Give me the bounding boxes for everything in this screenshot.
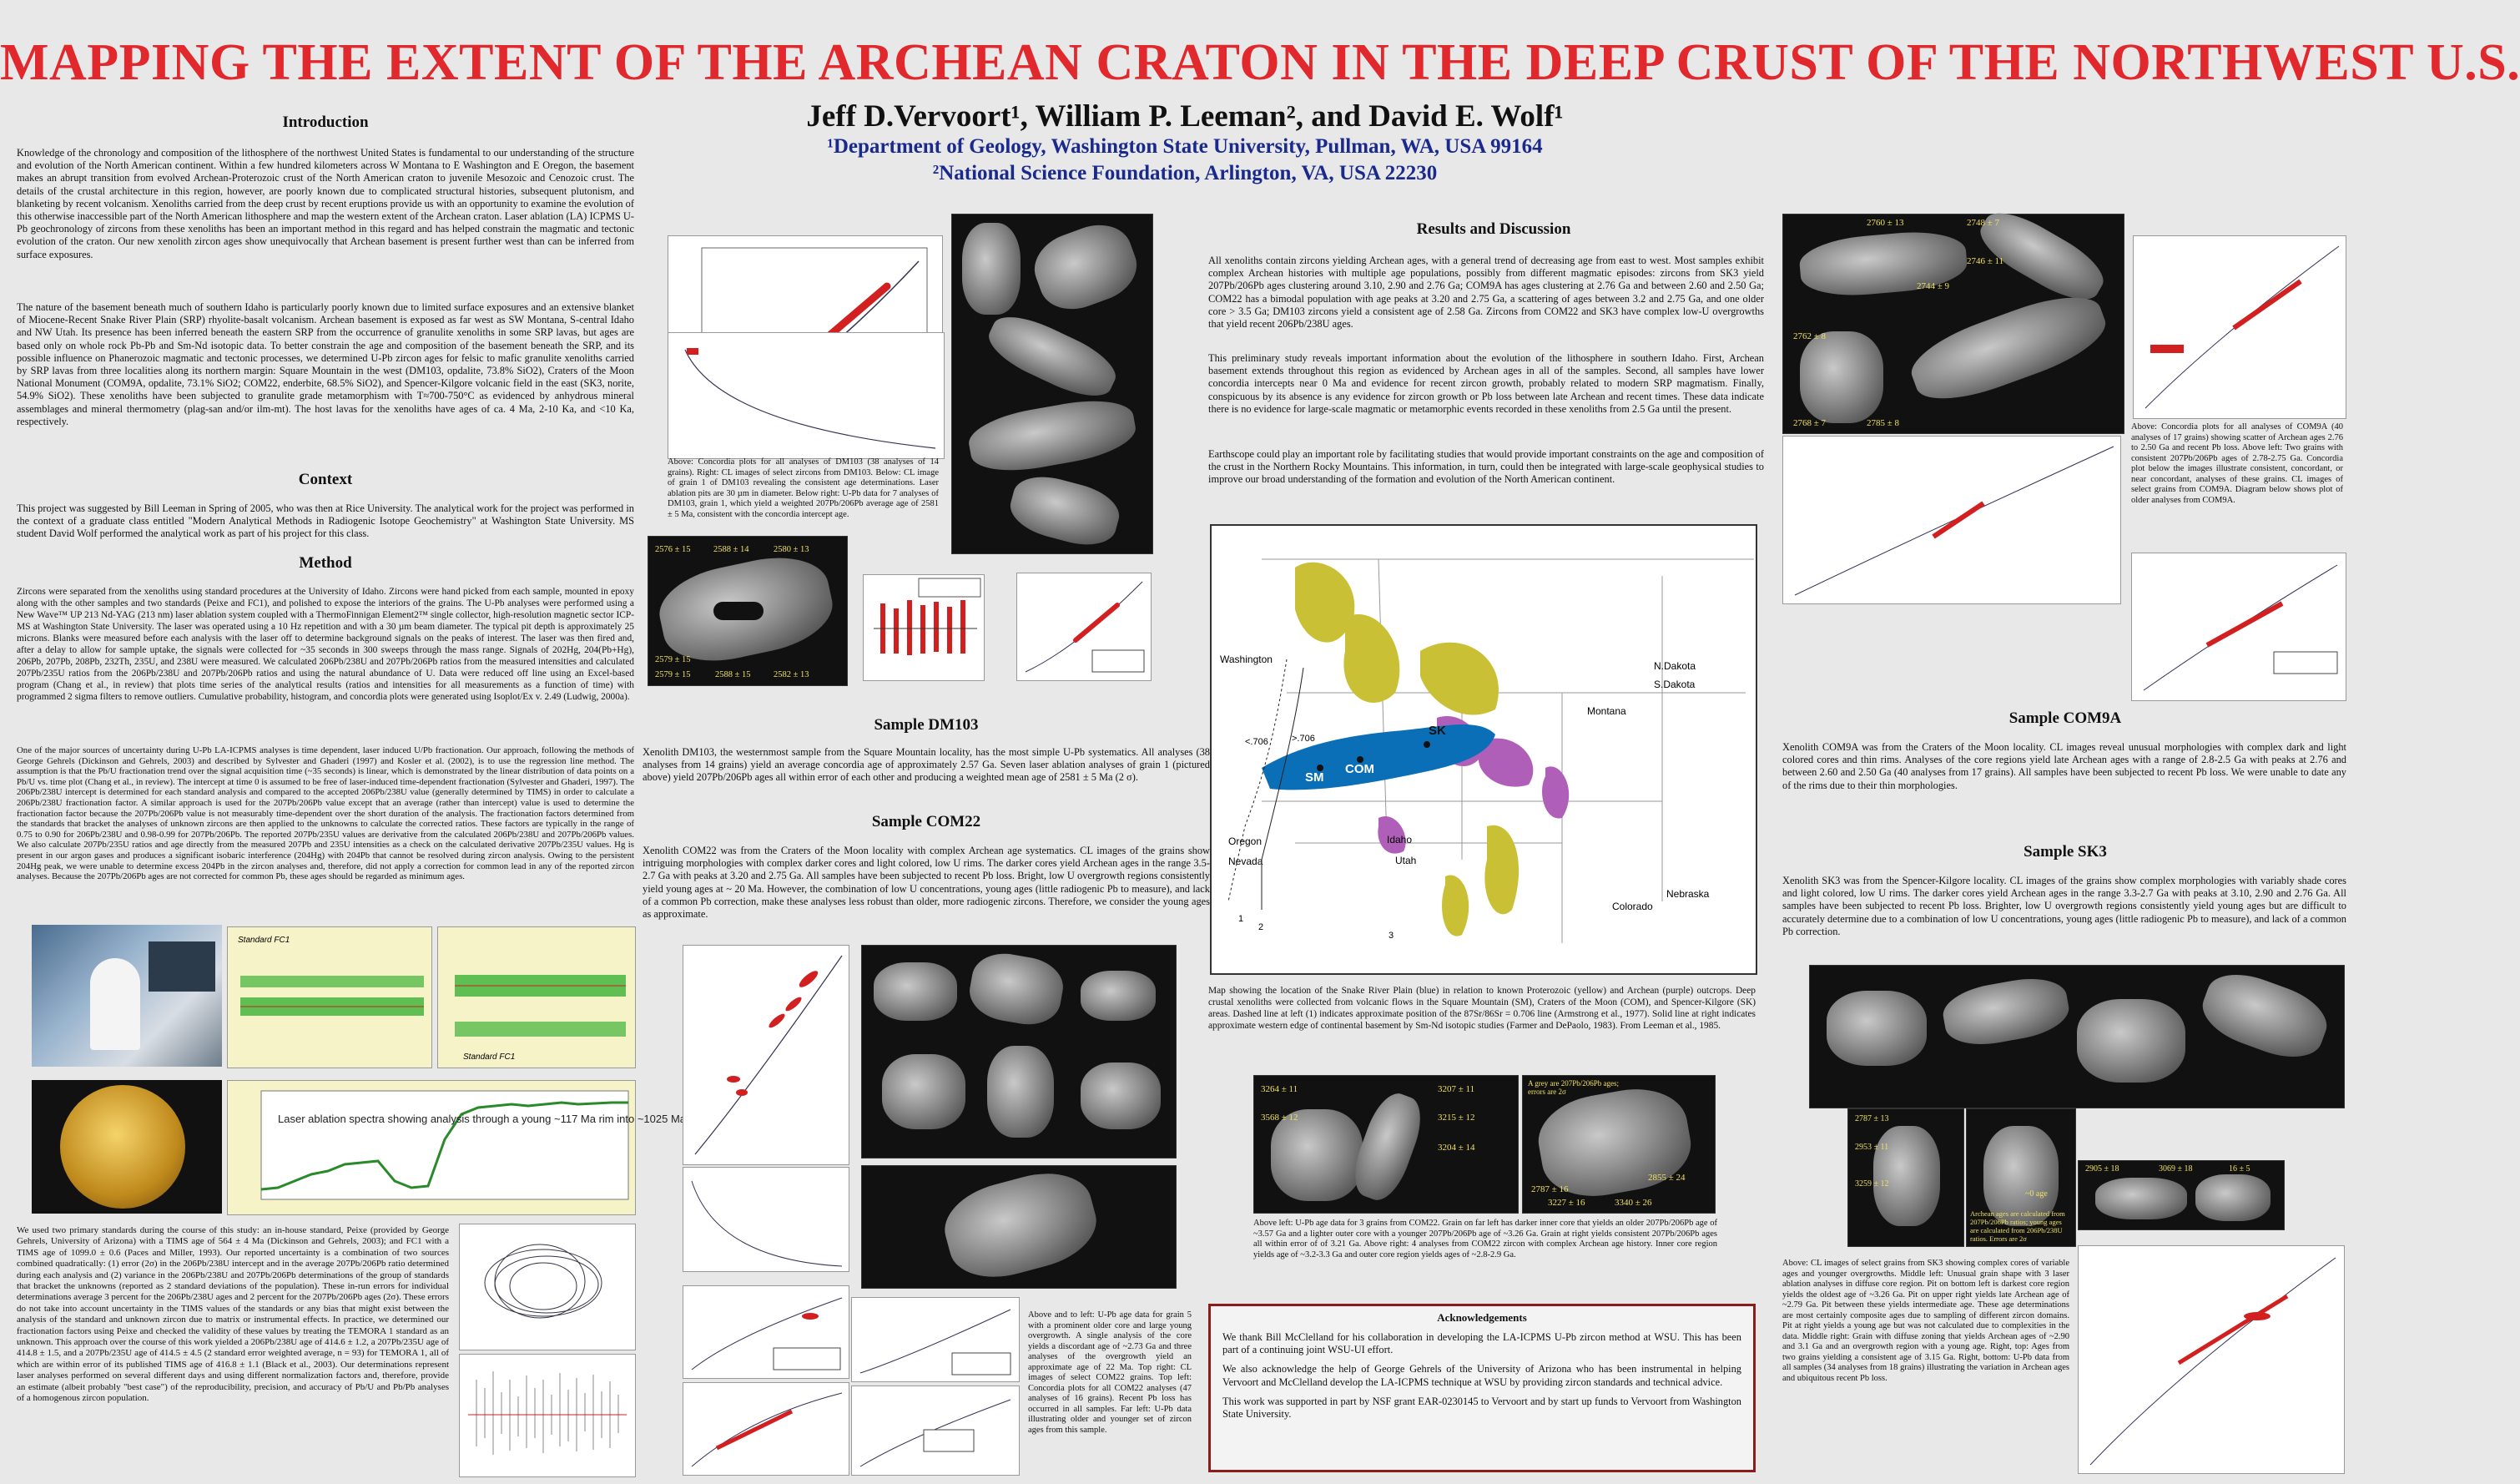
cl-grain bbox=[2077, 999, 2185, 1083]
com22-caption: Above and to left: U-Pb age data for grain 5 with a prominent older core and large young overgrowth. A single analysis of the core yields a discordant age of ~2.73 Ga and three analyses of the overgrowth yield an approximate age of 22 Ma. Top right: CL images of select COM22 grains. Top left: Concordia plots for all COM22 analyses (47 analyses of 16 grains). Recent Pb loss has occurred in all samples. Far left: U-Pb data illustrating older and younger set of zircon ages from this sample. bbox=[1028, 1310, 1192, 1435]
dm103-label-3: 2580 ± 13 bbox=[774, 545, 809, 554]
ablation-note bbox=[278, 1113, 710, 1125]
standard-fc1-plot-1 bbox=[227, 926, 432, 1068]
sk3-label-7: 16 ± 5 bbox=[2229, 1164, 2250, 1174]
dm103-label-1: 2576 ± 15 bbox=[655, 545, 691, 554]
cl-grain bbox=[1903, 282, 2114, 413]
ack-heading: Acknowledgements bbox=[1437, 1311, 1527, 1324]
dm103-caption: Above: Concordia plots for all analyses of DM103 (38 analyses of 14 grains). Right: CL images of select zircons from DM103. Below: CL image of grain 1 of DM103 revealing the consistent age determinations. Laser ablation pits are 30 µm in diameter. Below right: U-Pb data for 7 analyses of DM103, grain 1, which yield a weighted 207Pb/206Pb average age of 2581 ± 5 Ma, consistent with the concordia intercept age. bbox=[668, 457, 939, 519]
com22-concordia-curve bbox=[695, 956, 842, 1154]
std-plot-2-trace bbox=[455, 986, 626, 1029]
inset-curve bbox=[685, 350, 935, 448]
sk3-caption: Above: CL images of select grains from SK3 showing complex cores of variable ages and younger overgrowths. Middle left: Unusual grain shape with 3 laser ablation analyses in diffuse core region. Pit on bottom left is darkest core region yields the oldest age of ~3.26 Ga. Pit on upper right yields late Archean age of ~2.79 Ga. Pit between these yields intermediate age. These age determinations are most certainly composite ages due to sampling of different zircon domains. Pit at right yields a young age but was not calculated due to complexities in the data. Middle right: Grain with diffuse zoning that yields Archean ages of ~2.90 and 3.1 Ga and an overgrowth region with a young age. Right, top: Ages from two grains yielding a consistent age of 3.15 Ga. Right, bottom: U-Pb data from all samples (34 analyses from 18 grains) illustrating the variation in Archean ages and ubiquitous recent Pb loss. bbox=[1782, 1259, 2069, 1383]
ack-paragraph-2: We also acknowledge the help of George Gehrels of the University of Arizona who has been instrumental in helping Vervoort and McClelland develop the LA-ICPMS technique at WSU by providing zircon standards and technical advice. bbox=[1222, 1363, 1741, 1388]
method-paragraph-3: We used two primary standards during the course of this study: an in-house standard, Peixe (provided by George Gehrels, University of Arizona) with a TIMS age of 564 ± 4 Ma (Dickinson and Gehrels, 2003); and FC1 with a TIMS age of 1099.0 ± 0.6 (Paces and Miller, 1993). Our reported uncertainty is a combination of two sources combined quadratically: (1) error (2σ) in the 206Pb/238U intercept and in the average 207Pb/206Pb ratio determined during each analysis and (2) variance in the 206Pb/238U and 207Pb/206Pb determinations of the group of standards that bracket the unknowns (reported as 2 standard deviations of the population). These in-run errors for individual determinations average 3 percent for the 206Pb/238U ages and 2 percent for the 207Pb/206Pb ages (2σ). These errors do not take into account uncertainty in the TIMS values of the standards or any bias that might exist between the analysis of the standard and unknown zircon due to matrix or instrumental effects. In practice, we determined our fractionation factors using Peixe and checked the validity of these values by treating the TEMORA 1 standard as an unknown. This approach over the course of this work yielded a 206Pb/238U age of 414.6 ± 1.2, a 207Pb/235U age of 414.8 ± 1.5, and a 207Pb/235U age of 414.5 ± 4.5 (2 standard error weighted average, n = 93) for TEMORA 1, all of which are within error of its published TIMS age of 416.8 ± 1.1 (Black et al., 2003). Our determinations represent laser analyses performed on several different days and using different normalization factors and, therefore, provide an estimate (albeit probably "best case") of the reproducibility, precision, and accuracy of Pb/U and Pb/Pb analyses of a homogenous zircon population. bbox=[17, 1225, 449, 1404]
dm103-small-concordia bbox=[1016, 573, 1152, 681]
intro-paragraph-1: Knowledge of the chronology and composition of the lithosphere of the northwest United States is fundamental to our understanding of the structure and evolution of the North American continent. Within a few hundred kilometers across W Montana to E Washington and E Oregon, the basement makes an abrupt transition from evolved Archean-Proterozoic crust of the North American craton to juvenile Mesozoic and Cenozoic crust. The details of the crustal architecture in this region, however, are poorly known due to complicated structural histories, subsequent plutonism, and blanketing by recent volcanism. Xenoliths carried from the deep crust by recent eruptions provide us with an opportunity to examine the evolution of this otherwise inaccessible part of the North American lithosphere and map the western extent of the Archean craton. Laser ablation (LA) ICPMS U-Pb geochronology of zircons from these xenoliths has been an important method in this regard and has helped constrain the magmatic and tectonic evolution of the craton. Our new xenolith zircon ages show unequivocally that Archean basement is present further west than can be inferred from surface exposures. bbox=[17, 147, 634, 260]
cl-grain bbox=[962, 223, 1021, 315]
cl-grain bbox=[874, 962, 957, 1021]
com22-grain5-concordia bbox=[683, 1285, 849, 1379]
dm103-text: Xenolith DM103, the westernmost sample from the Square Mountain locality, has the most simple U-Pb systematics. All analyses (38 analyses from 14 grains) yield an average concordia age of approximately 2.57 Ga. Seven laser ablation analyses of grain 1 (pictured above) yield 207Pb/206Pb ages all within error of each other and producing a weighted mean age of 2581 ± 5 Ma (2 σ). bbox=[643, 746, 1210, 784]
cl-grain bbox=[1026, 215, 1146, 320]
map-caption: Map showing the location of the Snake River Plain (blue) in relation to known Proterozoic (yellow) and Archean (purple) outcrops. Deep crustal xenoliths were collected from volcanic flows in the Square Mountain (SM), Craters of the Moon (COM), and Spencer-Kilgore (SK) areas. Dashed line at left (1) indicates approximate position of the 87Sr/86Sr = 0.706 line (Armstrong et al., 1977). Solid line at right indicates approximate western edge of continental basement by Sm-Nd isotopic studies (Farmer and DePaolo, 1983). From Leeman et al., 1985. bbox=[1208, 986, 1756, 1031]
grain-label-1: 3264 ± 11 bbox=[1261, 1084, 1298, 1094]
older-ellipses bbox=[717, 1411, 792, 1448]
mount-disc bbox=[60, 1085, 185, 1209]
cl-grain bbox=[1081, 1063, 1161, 1129]
label-colorado: Colorado bbox=[1612, 901, 1653, 912]
cl-grain bbox=[1827, 991, 1927, 1066]
signal-bars bbox=[476, 1371, 618, 1455]
cl-grain bbox=[987, 1046, 1054, 1138]
com9a-inset-plot bbox=[1782, 436, 2121, 604]
cl-grain bbox=[965, 392, 1139, 479]
grain-age-note: A grey are 207Pb/206Pb ages; errors are 2σ bbox=[1528, 1079, 1619, 1096]
label-utah: Utah bbox=[1395, 855, 1417, 866]
dm103-heading: Sample DM103 bbox=[874, 716, 979, 734]
com9a-label-6: 2768 ± 7 bbox=[1793, 418, 1827, 428]
dm103-cl-images bbox=[951, 214, 1153, 554]
grain-label-9: 3340 ± 26 bbox=[1615, 1198, 1652, 1208]
ack-paragraph-1: We thank Bill McClelland for his collaboration in developing the LA-ICPMS U-Pb zircon method at WSU. This has been part of a continuing joint WSU-UI effort. bbox=[1222, 1331, 1741, 1356]
context-paragraph: This project was suggested by Bill Leeman in Spring of 2005, who was then at Rice University. The analytical work for the project was performed in the context of a graduate class entitled "Modern Analytical Methods in Radiogenic Isotope Geochemistry" at Washington State University. MS student David Wolf performed the analytical work as part of his project for this class. bbox=[17, 502, 634, 540]
monitor-icon bbox=[149, 941, 215, 992]
small-concordia-ellipses bbox=[1076, 605, 1117, 640]
sk3-label-4: ~0 age bbox=[2025, 1189, 2048, 1199]
sk3-two-grains-image bbox=[2078, 1160, 2285, 1230]
com9a-label-3: 2746 ± 11 bbox=[1967, 256, 2004, 266]
concordia-ellipse-plot bbox=[459, 1224, 636, 1350]
cl-grain bbox=[1005, 468, 1125, 553]
dm103-label-6: 2588 ± 15 bbox=[715, 670, 751, 679]
com22-inset-curve bbox=[692, 1181, 842, 1266]
results-paragraph-2: This preliminary study reveals important information about the evolution of the lithosphere in southern Idaho. First, Archean basement extends throughout this region as evidenced by Archean ages in all of the samples. Second, all samples have lower concordia intercepts near 0 Ma and evidence for recent zircon growth, probably related to modern SRP magmatism. Finally, conspicuous by its absence is any evidence for zircon growth or Pb loss between late Archean and recent times. These data indicate there is no evidence for large-scale magmatic or metamorphic events recorded in these xenoliths from 2.5 Ga until the present. bbox=[1208, 352, 1764, 415]
label-sdakota: S.Dakota bbox=[1654, 679, 1696, 690]
grain-label-3: 3207 ± 11 bbox=[1438, 1084, 1475, 1094]
sk3-concordia-plot bbox=[2078, 1245, 2345, 1474]
ellipse-cluster bbox=[485, 1244, 602, 1318]
results-heading: Results and Discussion bbox=[1416, 220, 1571, 238]
label-line-2: 2 bbox=[1258, 922, 1264, 932]
results-paragraph-1: All xenoliths contain zircons yielding Archean ages, with a general trend of decreasing age from east to west. Most samples exhibit complex Archean histories with multiple age populations, possibly from different magmatic episodes: zircons from SK3 yield 207Pb/206Pb ages clustering around 3.10, 2.90 and 2.76 Ga; COM9A has ages clustering at 2.76 Ga and between 2.60 and 2.50 Ga; COM22 has a bimodal population with age peaks at 3.20 and 2.75 Ga, a scattering of ages between 3.2 and 2.75 Ga, and one older core > 3.5 Ga; DM103 zircons yield a consistent age of 2.58 Ga. Zircons from COM22 and SK3 have complex low-U overgrowths that yield recent 206Pb/238U ages. bbox=[1208, 255, 1764, 331]
sk3-heading: Sample SK3 bbox=[2024, 843, 2107, 861]
method-paragraph-1: Zircons were separated from the xenoliths using standard procedures at the University of Idaho. Zircons were hand picked from each sample, mounted in epoxy along with the other samples and two standards (Peixe and FC1), and polished to expose the interiors of the grains. The U-Pb analyses were performed using a New Wave™ UP 213 Nd-YAG (213 nm) laser ablation system coupled with a ThermoFinnigan Element2™ single collector, high-resolution magnetic sector ICP-MS at Washington State University. The laser was operated using a 10 Hz repetition and with a 30 µm beam diameter. The typical pit depth is approximately 25 microns. Blanks were measured before each analysis with the laser off to determine background signals on the peaks of interest. The laser was then fired and, after a delay to allow for sample uptake, the signals were collected for ~35 seconds in 300 sweeps through the mass range. Signals of 202Hg, 204(Pb+Hg), 206Pb, 207Pb, 208Pb, 232Th, 235U, and 238U were measured. We calculated 206Pb/238U and 207Pb/206Pb ratios from the measured intensities and calculated 207Pb/235U ratios from the 206Pb/238U and 207Pb/206Pb ratios and using the natural abundance of U. Data were reduced off line using an Excel-based program (Chang et al., in review) that plots time series of the analytical results (ratios and intensities for all measurements as a function of time) with programmed 2 sigma filters to remove outliers. Cumulative probability, histogram, and concordia plots were generated using Isoplot/Ex v. 2.49 (Ludwig, 2000a). bbox=[17, 587, 634, 702]
lab-photo bbox=[32, 925, 222, 1067]
com22-heading: Sample COM22 bbox=[871, 813, 981, 830]
sk3-concordia-curve bbox=[2090, 1258, 2336, 1465]
com22-concordia-plot bbox=[683, 945, 849, 1165]
cl-grain bbox=[1939, 972, 2073, 1052]
com22-ellipses bbox=[727, 968, 820, 1096]
region-map bbox=[1210, 524, 1757, 975]
sk3-text: Xenolith SK3 was from the Spencer-Kilgore locality. CL images of the grains show complex morphologies with variably shade cores and light colored, low U rims. The darker cores yield Archean ages in the range 3.3-2.7 Ga with peaks at 3.10, 2.90 and 2.76 Ga. All samples have been subjected to recent Pb loss. Brighter, low U overgrowth regions consistently yield young ages but are difficult to accurately determine due to a combination of low U concentrations, young ages (little radiogenic Pb to measure), and lack of a common Pb correction. bbox=[1782, 875, 2346, 937]
ablation-pits bbox=[713, 602, 764, 620]
std-plot-1-title: Standard FC1 bbox=[238, 936, 290, 945]
std-plot-1-trace bbox=[240, 982, 424, 1007]
weighted-mean-bars bbox=[880, 600, 965, 655]
dm103-label-2: 2588 ± 14 bbox=[713, 545, 749, 554]
context-heading: Context bbox=[298, 471, 353, 488]
label-line-1: 1 bbox=[1238, 914, 1244, 924]
grain-label-7: 2787 ± 16 bbox=[1531, 1184, 1569, 1194]
com22-three-grains-image bbox=[1253, 1075, 1519, 1214]
com9a-label-2: 2748 ± 7 bbox=[1967, 218, 2000, 228]
inset-cluster bbox=[687, 348, 698, 355]
com9a-label-1: 2760 ± 13 bbox=[1867, 218, 1904, 228]
ack-paragraph-3: This work was supported in part by NSF grant EAR-0230145 to Vervoort and by start up funds to Vervoort from Washington State University. bbox=[1222, 1395, 1741, 1421]
std-plot-2-title: Standard FC1 bbox=[463, 1052, 516, 1062]
grain-label-6: 2855 ± 24 bbox=[1648, 1173, 1686, 1183]
signal-timeseries-plot bbox=[459, 1354, 636, 1477]
sk3-grain-shape-image bbox=[1847, 1108, 1964, 1247]
poster-title: MAPPING THE EXTENT OF THE ARCHEAN CRATON IN THE DEEP CRUST OF THE NORTHWEST U.S. bbox=[0, 34, 2520, 91]
sk3-label-3: 3259 ± 12 bbox=[1855, 1179, 1889, 1189]
cl-grain bbox=[1873, 1126, 1940, 1226]
sk3-ellipse-cluster bbox=[2244, 1312, 2271, 1320]
label-gt706: >.706 bbox=[1292, 734, 1315, 744]
label-oregon: Oregon bbox=[1228, 835, 1263, 847]
intro-heading: Introduction bbox=[282, 114, 369, 131]
label-sm: SM bbox=[1305, 770, 1324, 785]
cl-grain bbox=[882, 1054, 965, 1129]
label-washington: Washington bbox=[1220, 654, 1273, 665]
label-idaho: Idaho bbox=[1387, 834, 1413, 845]
com9a-label-5: 2762 ± 8 bbox=[1793, 331, 1827, 341]
sk3-label-6: 3069 ± 18 bbox=[2159, 1164, 2193, 1174]
com9a-heading: Sample COM9A bbox=[2008, 709, 2122, 727]
com9a-label-7: 2785 ± 8 bbox=[1867, 418, 1900, 428]
ablation-note-text: Laser ablation spectra showing analysis through a young ~117 Ma rim into ~1025 Ma core bbox=[278, 1113, 710, 1125]
affiliation-2: ²National Science Foundation, Arlington, VA, USA 22230 bbox=[932, 162, 1438, 184]
com9a-caption: Above: Concordia plots for all analyses of COM9A (40 analyses of 17 grains) showing scatter of Archean ages 2.76 to 2.50 Ga and recent Pb loss. Above left: Two grains with consistent 207Pb/206Pb ages of 2.78-2.75 Ga. Concordia plot below the images illustrate consistent, concordant, or near concordant, analyses of these grains. CL images of select grains from COM9A. Diagram below shows plot of older analyses from COM9A. bbox=[2131, 422, 2343, 505]
cl-grain bbox=[1081, 971, 1156, 1021]
grain-label-2: 3568 ± 12 bbox=[1261, 1113, 1298, 1123]
label-montana: Montana bbox=[1587, 705, 1626, 717]
older-curve bbox=[692, 1393, 842, 1466]
dm103-grain1-image bbox=[648, 536, 848, 686]
com9a-older-plot bbox=[2131, 553, 2346, 701]
cl-grain bbox=[2095, 1178, 2187, 1219]
com9a-label-4: 2744 ± 9 bbox=[1917, 281, 1950, 291]
com22-mixed-concordia bbox=[851, 1386, 1020, 1476]
zircon-mount-photo bbox=[32, 1080, 222, 1214]
dm103-label-5: 2579 ± 15 bbox=[655, 670, 691, 679]
sk3-age-note: Archean ages are calculated from 207Pb/206Pb ratios; young ages are calculated from 206Pb/238U ratios. Errors are 2σ bbox=[1970, 1209, 2065, 1243]
cl-grain bbox=[2195, 1174, 2271, 1221]
com22-older-concordia bbox=[683, 1382, 849, 1476]
acknowledgements-box bbox=[1208, 1304, 1756, 1472]
sk3-diffuse-grain-image bbox=[1966, 1108, 2076, 1247]
com9a-inset-ellipses bbox=[1933, 503, 1983, 537]
grain-caption: Above left: U-Pb age data for 3 grains from COM22. Grain on far left has darker inner core that yields an older 207Pb/206Pb age of ~3.57 Ga and a lighter outer core with a younger 207Pb/206Pb age of ~3.26 Ga. Grain at right yields consistent 207Pb/206Pb ages all within error of of 3.21 Ga. Above right: 4 analyses from COM22 zircon with complex Archean age history. Inner core region yields age of ~3.2-3.3 Ga and outer core region yields ages of ~2.8-2.9 Ga. bbox=[1253, 1219, 1717, 1259]
com9a-concordia-plot bbox=[2133, 235, 2346, 419]
grain5-ellipse bbox=[802, 1313, 819, 1320]
com22-young-concordia bbox=[851, 1297, 1020, 1382]
com9a-older-ellipses bbox=[2207, 603, 2282, 645]
dm103-label-4: 2579 ± 15 bbox=[655, 655, 691, 664]
standard-fc1-plot-2 bbox=[437, 926, 636, 1068]
com9a-text: Xenolith COM9A was from the Craters of the Moon locality. CL images reveal unusual morphologies with complex dark and light colored cores and thin rims. Analyses of the core regions yield late Archean ages with a range of 2.8-2.5 Ga with peaks at 2.76 and between 2.60 and 2.50 Ga (40 analyses from 17 grains). All samples have been subjected to recent Pb loss. We were unable to date any of the rims due to their thin morphologies. bbox=[1782, 741, 2346, 791]
method-heading: Method bbox=[299, 554, 352, 572]
grain-label-5: 3204 ± 14 bbox=[1438, 1143, 1475, 1153]
sk3-label-2: 2953 ± 11 bbox=[1855, 1143, 1889, 1152]
label-nevada: Nevada bbox=[1228, 856, 1263, 867]
com9a-cl-images bbox=[1782, 214, 2124, 434]
com9a-young-cluster bbox=[2150, 345, 2184, 353]
cl-grain bbox=[2195, 963, 2335, 1068]
label-lt706: <.706 bbox=[1245, 737, 1268, 747]
dm103-label-7: 2582 ± 13 bbox=[774, 670, 809, 679]
grain-label-4: 3215 ± 12 bbox=[1438, 1113, 1475, 1123]
cl-grain bbox=[981, 305, 1123, 407]
label-ndakota: N.Dakota bbox=[1654, 660, 1696, 672]
dm103-concordia-inset bbox=[668, 332, 945, 459]
label-line-3: 3 bbox=[1389, 931, 1394, 941]
grain-label-8: 3227 ± 16 bbox=[1548, 1198, 1585, 1208]
affiliation-1: ¹Department of Geology, Washington State University, Pullman, WA, USA 99164 bbox=[827, 135, 1543, 158]
com22-cl-images bbox=[861, 945, 1177, 1158]
method-paragraph-2: One of the major sources of uncertainty during U-Pb LA-ICPMS analyses is time dependent, laser induced U/Pb fractionation. Our approach, following the methods of George Gehrels (Dickinson and Gehrels, 2003) and described by Sylvester and Ghaderi (1997) and Kosler et al. (2002), is to use the regression line method. The assumption is that the Pb/U fractionation trend over the signal acquisition time (~35 seconds) is linear, which is demonstrated by the linear distribution of data points on a Pb/U vs. time plot (Chang et al., in review). The intercept at time 0 is assumed to be free of laser-induced time-dependent fractionation (Sylvester and Ghaderi, 1997). The 206Pb/238U intercept is determined for each standard analysis and compared to the accepted 206Pb/238U value (generally determined by TIMS) in order to calculate a 206Pb/238U fractionation factor. A similar approach is used for the 207Pb/206Pb value except that an average (rather than intercept) value is used to determine the fractionation factor because the 207Pb/206Pb value is not measurably time-dependent over the short duration of the analysis. The fractionation factors determined from the standards that bracket the analyses of unknown zircons are then applied to the unknowns to calculate the corrected ratios. These factors are typically in the range of 0.75 to 0.90 for 206Pb/238U and 0.98-0.99 for 207Pb/206Pb. The reported 207Pb/235U values are derivative from the calculated 206Pb/238U and 207Pb/206Pb values. We also calculate 207Pb/235U ratios and age directly from the measured 207Pb and 235U intensities as a check on the calculated derivative 207Pb/235U values. Hg is present in our argon gases and produces a significant isobaric interference (204Hg) with 204Pb that cannot be resolved during zircon analysis. Owing to the persistent 204Hg peak, we were unable to determine excess 204Pb in the zircon analyses and, therefore, did not apply a correction for common lead in any of the reported zircon analyses. Because the 207Pb/206Pb ages are not corrected for common Pb, these ages should be regarded as minimum ages. bbox=[17, 745, 634, 882]
com22-complex-grain-image bbox=[1522, 1075, 1716, 1214]
sk3-cl-images bbox=[1809, 965, 2345, 1108]
sk3-label-1: 2787 ± 13 bbox=[1855, 1114, 1889, 1123]
label-com: COM bbox=[1345, 762, 1374, 776]
grain5-crystal bbox=[936, 1162, 1105, 1290]
ablation-spectra-plot bbox=[227, 1080, 710, 1215]
analyst-figure bbox=[90, 958, 140, 1050]
cl-grain bbox=[1271, 1109, 1363, 1201]
affiliations bbox=[784, 134, 1585, 187]
dm103-weighted-mean-plot bbox=[863, 574, 985, 681]
cl-grain bbox=[1800, 331, 1883, 423]
results-paragraph-3: Earthscope could play an important role by facilitating studies that would provide important constraints on the age and composition of the crust in the Northern Rocky Mountains. This information, in turn, could then be integrated with large-scale geophysical studies to improve our broad understanding of the formation and evolution of the North American continent. bbox=[1208, 448, 1764, 486]
cl-grain bbox=[965, 948, 1067, 1030]
com22-text: Xenolith COM22 was from the Craters of the Moon locality with complex Archean age systematics. CL images of the grains show intriguing morphologies with complex darker cores and light colored, low U rims. The darker cores yield Archean ages in the range 3.5-2.7 Ga with peaks at 3.20 and 2.75 Ga. All samples have been subjected to recent Pb loss. Bright, low U overgrowth regions consistently yield young ages at ~ 20 Ma. However, the combination of low U concentrations, young ages (little radiogenic Pb to measure), and lack of a common Pb correction, make these analyses less robust than older, more radiogenic zircons. Therefore, we consider the young ages as approximate. bbox=[643, 845, 1210, 921]
com9a-concordia-curve bbox=[2145, 246, 2339, 408]
label-sk: SK bbox=[1429, 724, 1446, 738]
com9a-ellipses bbox=[2234, 281, 2301, 328]
author-list: Jeff D.Vervoort¹, William P. Leeman², and David E. Wolf¹ bbox=[806, 99, 1564, 134]
com22-grain5-image bbox=[861, 1165, 1177, 1289]
intro-paragraph-2: The nature of the basement beneath much of southern Idaho is particularly poorly known due to limited surface exposures and an extensive blanket of Miocene-Recent Snake River Plain (SRP) rhyolite-basalt volcanism. Archean basement is exposed as far west as SW Montana, S-central Idaho and NW Utah. Its presence has been inferred beneath the eastern SRP from the occurrence of granulite xenoliths in some SRP lavas, but ages are based only on whole rock Pb-Pb and Sm-Nd isotopic data. To better constrain the age and composition of the basement beneath the SRP, and its possible influence on Phanerozoic magmatic and tectonic processes, we determined U-Pb zircon ages for felsic to mafic granulite xenoliths carried by SRP lavas from three localities along its northern margin: Square Mountain in the west (DM103, opdalite, 73.8% SiO2), Craters of the Moon National Monument (COM9A, opdalite, 73.1% SiO2; COM22, enderbite, 68.5% SiO2), and Spencer-Kilgore volcanic field in the east (SK3, norite, 54.9% SiO2). These xenoliths have been subjected to granulite grade metamorphism with T≈700-750°C as evidenced by anhydrous mineral assemblages and mineral thermometry (plag-san and/or ilm-mt). The host lavas for the xenoliths have ages of ca. 4 Ma, 2-10 Ka, and <10 Ka, respectively. bbox=[17, 301, 634, 427]
label-nebraska: Nebraska bbox=[1666, 888, 1710, 900]
com22-inset-plot bbox=[683, 1167, 849, 1272]
sk3-ellipses bbox=[2179, 1296, 2287, 1363]
sk3-label-5: 2905 ± 18 bbox=[2085, 1164, 2119, 1174]
